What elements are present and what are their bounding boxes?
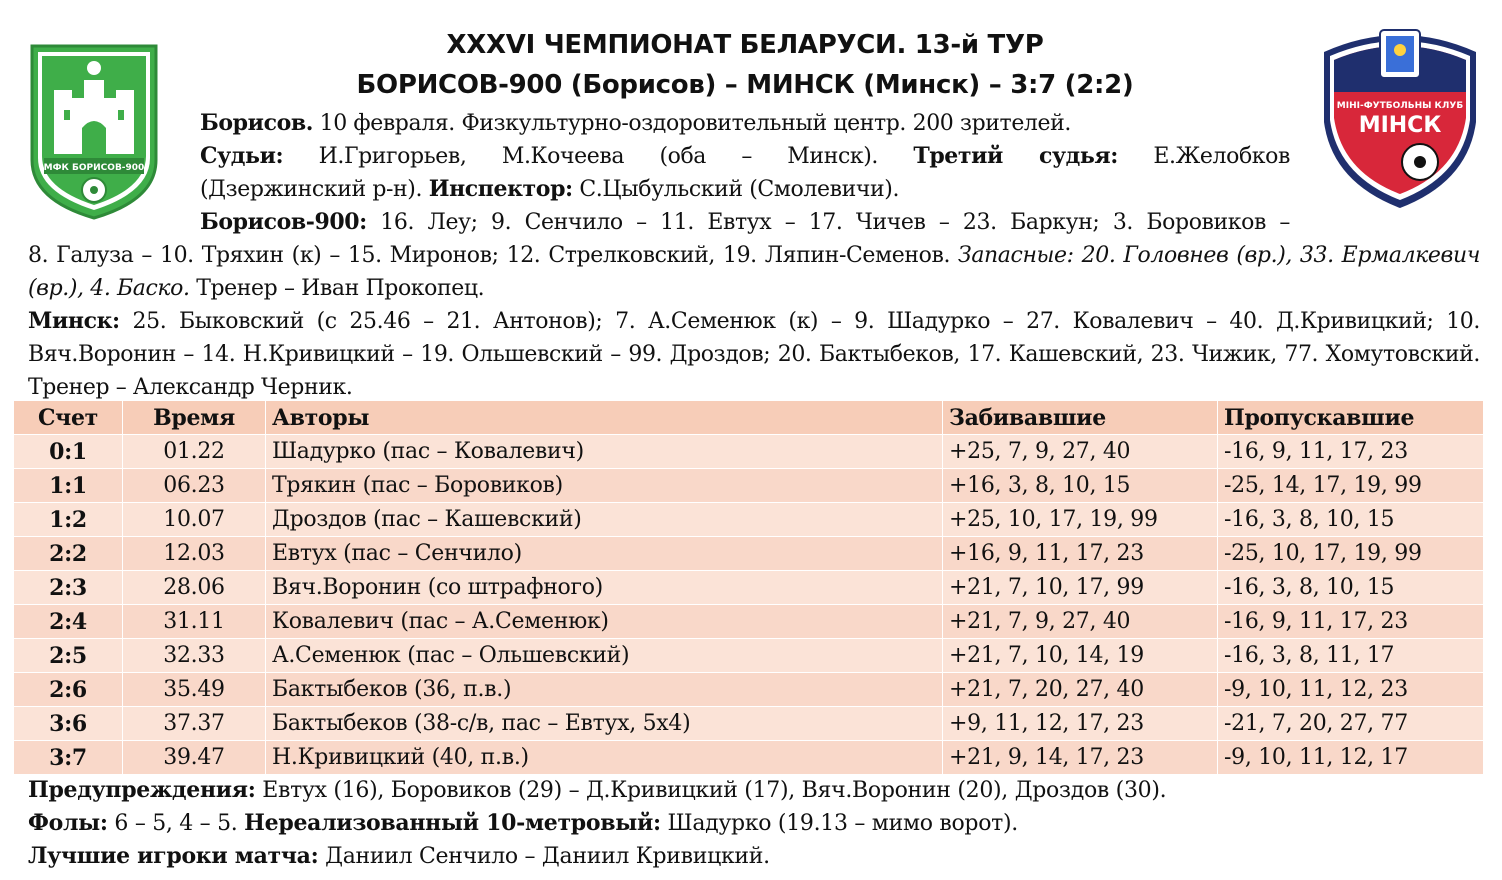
place-text: 10 февраля. Физкультурно-оздоровительный центр. 200 зрителей. xyxy=(313,111,1071,136)
table-row xyxy=(14,503,1484,537)
table-row xyxy=(14,435,1484,469)
away-team-label: Минск: xyxy=(28,308,120,334)
cell-scorers: +25, 10, 17, 19, 99 xyxy=(943,503,1218,537)
cell-score: 2:2 xyxy=(14,537,123,571)
match-place xyxy=(200,107,1290,140)
cell-conceded: -25, 10, 17, 19, 99 xyxy=(1218,537,1484,571)
header-authors: Авторы xyxy=(266,401,943,435)
table-header-row xyxy=(14,401,1484,435)
table-row xyxy=(14,605,1484,639)
away-lineup xyxy=(28,305,1480,404)
table-row xyxy=(14,707,1484,741)
table-row xyxy=(14,469,1484,503)
cell-score: 1:1 xyxy=(14,469,123,503)
cell-score: 3:7 xyxy=(14,741,123,775)
cell-conceded: -16, 9, 11, 17, 23 xyxy=(1218,605,1484,639)
home-lineup-text2: 8. Галуза – 10. Тряхин (к) – 15. Миронов; 12. Стрелковский, 19. Ляпин-Семенов. xyxy=(28,243,959,268)
table-row xyxy=(14,639,1484,673)
away-lineup-text: 25. Быковский (с 25.46 – 21. Антонов); 7. А.Семенюк (к) – 9. Шадурко – 27. Ковалевич – 40. Д.Кривицкий; 10. Вяч.Воронин – 14. Н.Кривицкий – 19. Ольшевский – 99. Дроздов; 20. Бактыбеков, 17. Кашевский, 23. Чижик, 77. Хомутовский. Тренер – Александр Черник. xyxy=(28,309,1480,400)
cell-conceded: -16, 3, 8, 11, 17 xyxy=(1218,639,1484,673)
cell-time: 28.06 xyxy=(123,571,266,605)
cell-time: 37.37 xyxy=(123,707,266,741)
penalty-label: Нереализованный 10-метровый: xyxy=(244,810,661,836)
fouls-text: 6 – 5, 4 – 5. xyxy=(107,811,245,836)
fouls-line xyxy=(28,810,1480,836)
championship-title: XXXVI ЧЕМПИОНАТ БЕЛАРУСИ. 13-й ТУР xyxy=(446,30,1044,60)
cell-scorers: +16, 9, 11, 17, 23 xyxy=(943,537,1218,571)
cell-scorers: +21, 7, 10, 17, 99 xyxy=(943,571,1218,605)
cell-scorers: +25, 7, 9, 27, 40 xyxy=(943,435,1218,469)
best-players-text: Даниил Сенчило – Даниил Кривицкий. xyxy=(318,844,770,869)
cell-conceded: -16, 9, 11, 17, 23 xyxy=(1218,435,1484,469)
home-coach: Тренер – Иван Прокопец. xyxy=(189,276,485,301)
cell-authors: Евтух (пас – Сенчило) xyxy=(266,537,943,571)
cell-conceded: -16, 3, 8, 10, 15 xyxy=(1218,571,1484,605)
place-label: Борисов. xyxy=(200,110,313,136)
right-logo-subtitle: МІНІ-ФУТБОЛЬНЫ КЛУБ xyxy=(1336,101,1464,111)
cell-time: 32.33 xyxy=(123,639,266,673)
cell-score: 0:1 xyxy=(14,435,123,469)
home-lineup-rest xyxy=(28,239,1480,305)
cell-scorers: +16, 3, 8, 10, 15 xyxy=(943,469,1218,503)
cell-scorers: +9, 11, 12, 17, 23 xyxy=(943,707,1218,741)
cell-time: 31.11 xyxy=(123,605,266,639)
cell-time: 12.03 xyxy=(123,537,266,571)
cell-time: 01.22 xyxy=(123,435,266,469)
header-time: Время xyxy=(123,401,266,435)
cell-score: 2:4 xyxy=(14,605,123,639)
cell-authors: Бактыбеков (38-с/в, пас – Евтух, 5х4) xyxy=(266,707,943,741)
judges-line xyxy=(200,140,1290,173)
warnings-text: Евтух (16), Боровиков (29) – Д.Кривицкий (17), Вяч.Воронин (20), Дроздов (30). xyxy=(255,778,1167,803)
header-score: Счет xyxy=(14,401,123,435)
penalty-text: Шадурко (19.13 – мимо ворот). xyxy=(660,811,1019,836)
cell-conceded: -9, 10, 11, 12, 23 xyxy=(1218,673,1484,707)
third-judge-region: (Дзержинский р-н). xyxy=(200,177,429,202)
cell-score: 2:6 xyxy=(14,673,123,707)
cell-score: 3:6 xyxy=(14,707,123,741)
inspector-line xyxy=(200,173,1290,206)
goals-table xyxy=(14,401,1484,775)
best-players-line xyxy=(28,843,1480,869)
header-scorers: Забивавшие xyxy=(943,401,1218,435)
inspector-label: Инспектор: xyxy=(428,176,573,202)
cell-score: 1:2 xyxy=(14,503,123,537)
cell-score: 2:5 xyxy=(14,639,123,673)
judges-label: Судьи: xyxy=(200,143,284,169)
cell-authors: А.Семенюк (пас – Ольшевский) xyxy=(266,639,943,673)
table-row xyxy=(14,537,1484,571)
minsk-logo xyxy=(1318,22,1482,212)
table-row xyxy=(14,571,1484,605)
table-row xyxy=(14,741,1484,775)
cell-authors: Трякин (пас – Боровиков) xyxy=(266,469,943,503)
borisov-900-logo xyxy=(24,40,164,220)
cell-authors: Шадурко (пас – Ковалевич) xyxy=(266,435,943,469)
judges-text: И.Григорьев, М.Кочеева (оба – Минск). xyxy=(283,144,914,169)
best-players-label: Лучшие игроки матча: xyxy=(28,843,319,869)
third-judge-label: Третий судья: xyxy=(913,143,1119,169)
cell-conceded: -21, 7, 20, 27, 77 xyxy=(1218,707,1484,741)
cell-score: 2:3 xyxy=(14,571,123,605)
cell-authors: Н.Кривицкий (40, п.в.) xyxy=(266,741,943,775)
cell-scorers: +21, 7, 9, 27, 40 xyxy=(943,605,1218,639)
cell-time: 39.47 xyxy=(123,741,266,775)
header-conceded: Пропускавшие xyxy=(1218,401,1484,435)
cell-conceded: -9, 10, 11, 12, 17 xyxy=(1218,741,1484,775)
cell-time: 10.07 xyxy=(123,503,266,537)
fouls-label: Фолы: xyxy=(28,810,108,836)
cell-time: 06.23 xyxy=(123,469,266,503)
right-logo-name: МІНСК xyxy=(1358,113,1442,138)
home-subs: Запасные: 20. Головнев (вр.), 33. Ермалкевич (вр.), 4. Баско. xyxy=(28,243,1480,301)
cell-conceded: -16, 3, 8, 10, 15 xyxy=(1218,503,1484,537)
cell-time: 35.49 xyxy=(123,673,266,707)
cell-scorers: +21, 7, 10, 14, 19 xyxy=(943,639,1218,673)
third-judge-text: Е.Желобков xyxy=(1118,144,1290,169)
home-lineup-text1: 16. Леу; 9. Сенчило – 11. Евтух – 17. Чичев – 23. Баркун; 3. Боровиков – xyxy=(366,210,1290,235)
cell-authors: Ковалевич (пас – А.Семенюк) xyxy=(266,605,943,639)
warnings-label: Предупреждения: xyxy=(28,777,256,803)
warnings-line xyxy=(28,777,1480,803)
cell-conceded: -25, 14, 17, 19, 99 xyxy=(1218,469,1484,503)
inspector-text: С.Цыбульский (Смолевичи). xyxy=(572,177,900,202)
cell-authors: Вяч.Воронин (со штрафного) xyxy=(266,571,943,605)
home-lineup-line1 xyxy=(200,206,1290,239)
home-team-label: Борисов-900: xyxy=(200,209,367,235)
cell-authors: Дроздов (пас – Кашевский) xyxy=(266,503,943,537)
match-title: БОРИСОВ-900 (Борисов) – МИНСК (Минск) – 3:7 (2:2) xyxy=(356,70,1134,100)
cell-scorers: +21, 7, 20, 27, 40 xyxy=(943,673,1218,707)
cell-authors: Бактыбеков (36, п.в.) xyxy=(266,673,943,707)
cell-scorers: +21, 9, 14, 17, 23 xyxy=(943,741,1218,775)
left-logo-text: МФК БОРИСОВ-900 xyxy=(43,163,145,173)
table-row xyxy=(14,673,1484,707)
